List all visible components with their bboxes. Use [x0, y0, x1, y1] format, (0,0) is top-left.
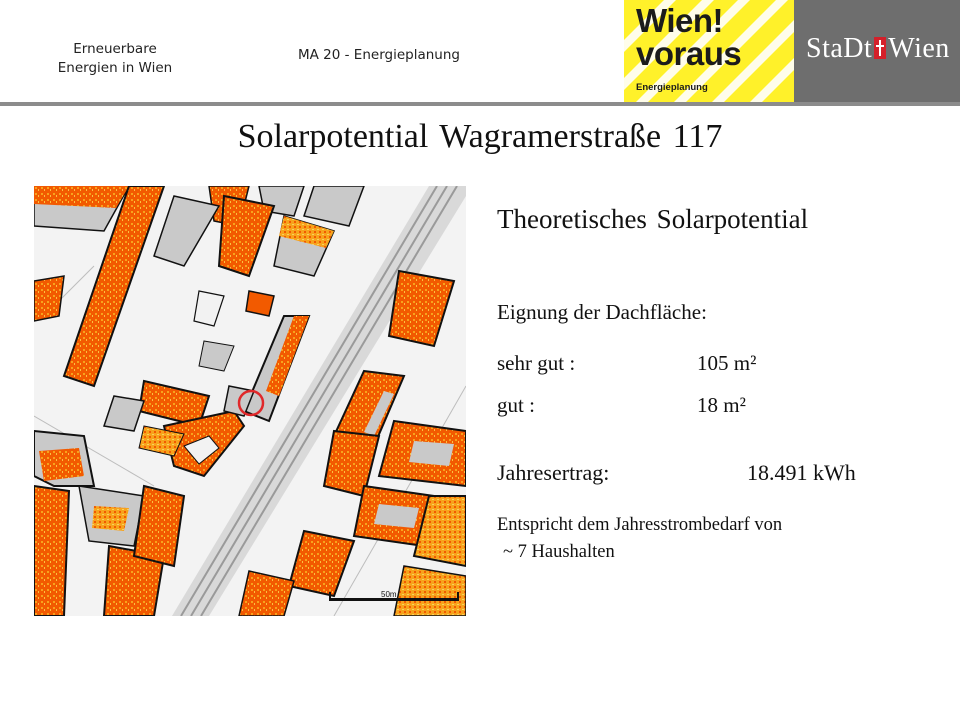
- stadt-wien-logo: [794, 0, 960, 102]
- rating-label-very-good: sehr gut :: [497, 351, 576, 375]
- header: [0, 0, 960, 104]
- household-equivalent-line-2: ~ 7 Haushalten: [503, 542, 615, 562]
- department-label: MA 20 - Energieplanung: [298, 47, 460, 63]
- wien-logo-line-2: voraus: [636, 35, 742, 72]
- household-equivalent: [497, 512, 782, 566]
- jahresertrag-value: 18.491 kWh: [747, 460, 856, 485]
- vienna-flag-icon: [874, 37, 886, 59]
- wien-logo-wordmark: [636, 4, 741, 70]
- panel-subtitle: Theoretisches Solarpotential: [497, 204, 809, 234]
- org-line-1: Erneuerbare: [73, 41, 157, 57]
- solar-map-graphic: [34, 186, 466, 616]
- org-name: [30, 40, 200, 78]
- household-equivalent-line-1: Entspricht dem Jahresstrombedarf von: [497, 515, 783, 535]
- scale-label: 50m: [381, 590, 397, 599]
- rating-label-good: gut :: [497, 393, 535, 417]
- wien-logo-subtitle: Energieplanung: [636, 82, 708, 93]
- wien-logo-line-1: Wien!: [636, 2, 724, 39]
- page-title: Solarpotential Wagramerstraße 117: [237, 118, 723, 155]
- stadt-wien-wordmark: [806, 33, 950, 65]
- wien-voraus-logo: [624, 0, 794, 102]
- eignung-label: Eignung der Dachfläche:: [497, 300, 707, 324]
- header-divider: [0, 102, 960, 106]
- stadt-logo-left: StaDt: [806, 33, 873, 64]
- jahresertrag-label: Jahresertrag:: [497, 460, 610, 485]
- rating-value-very-good: 105 m²: [697, 351, 757, 375]
- org-line-2: Energien in Wien: [57, 60, 173, 76]
- rating-value-good: 18 m²: [697, 393, 746, 417]
- solar-map: [34, 186, 466, 616]
- stadt-logo-right: Wien: [888, 33, 950, 64]
